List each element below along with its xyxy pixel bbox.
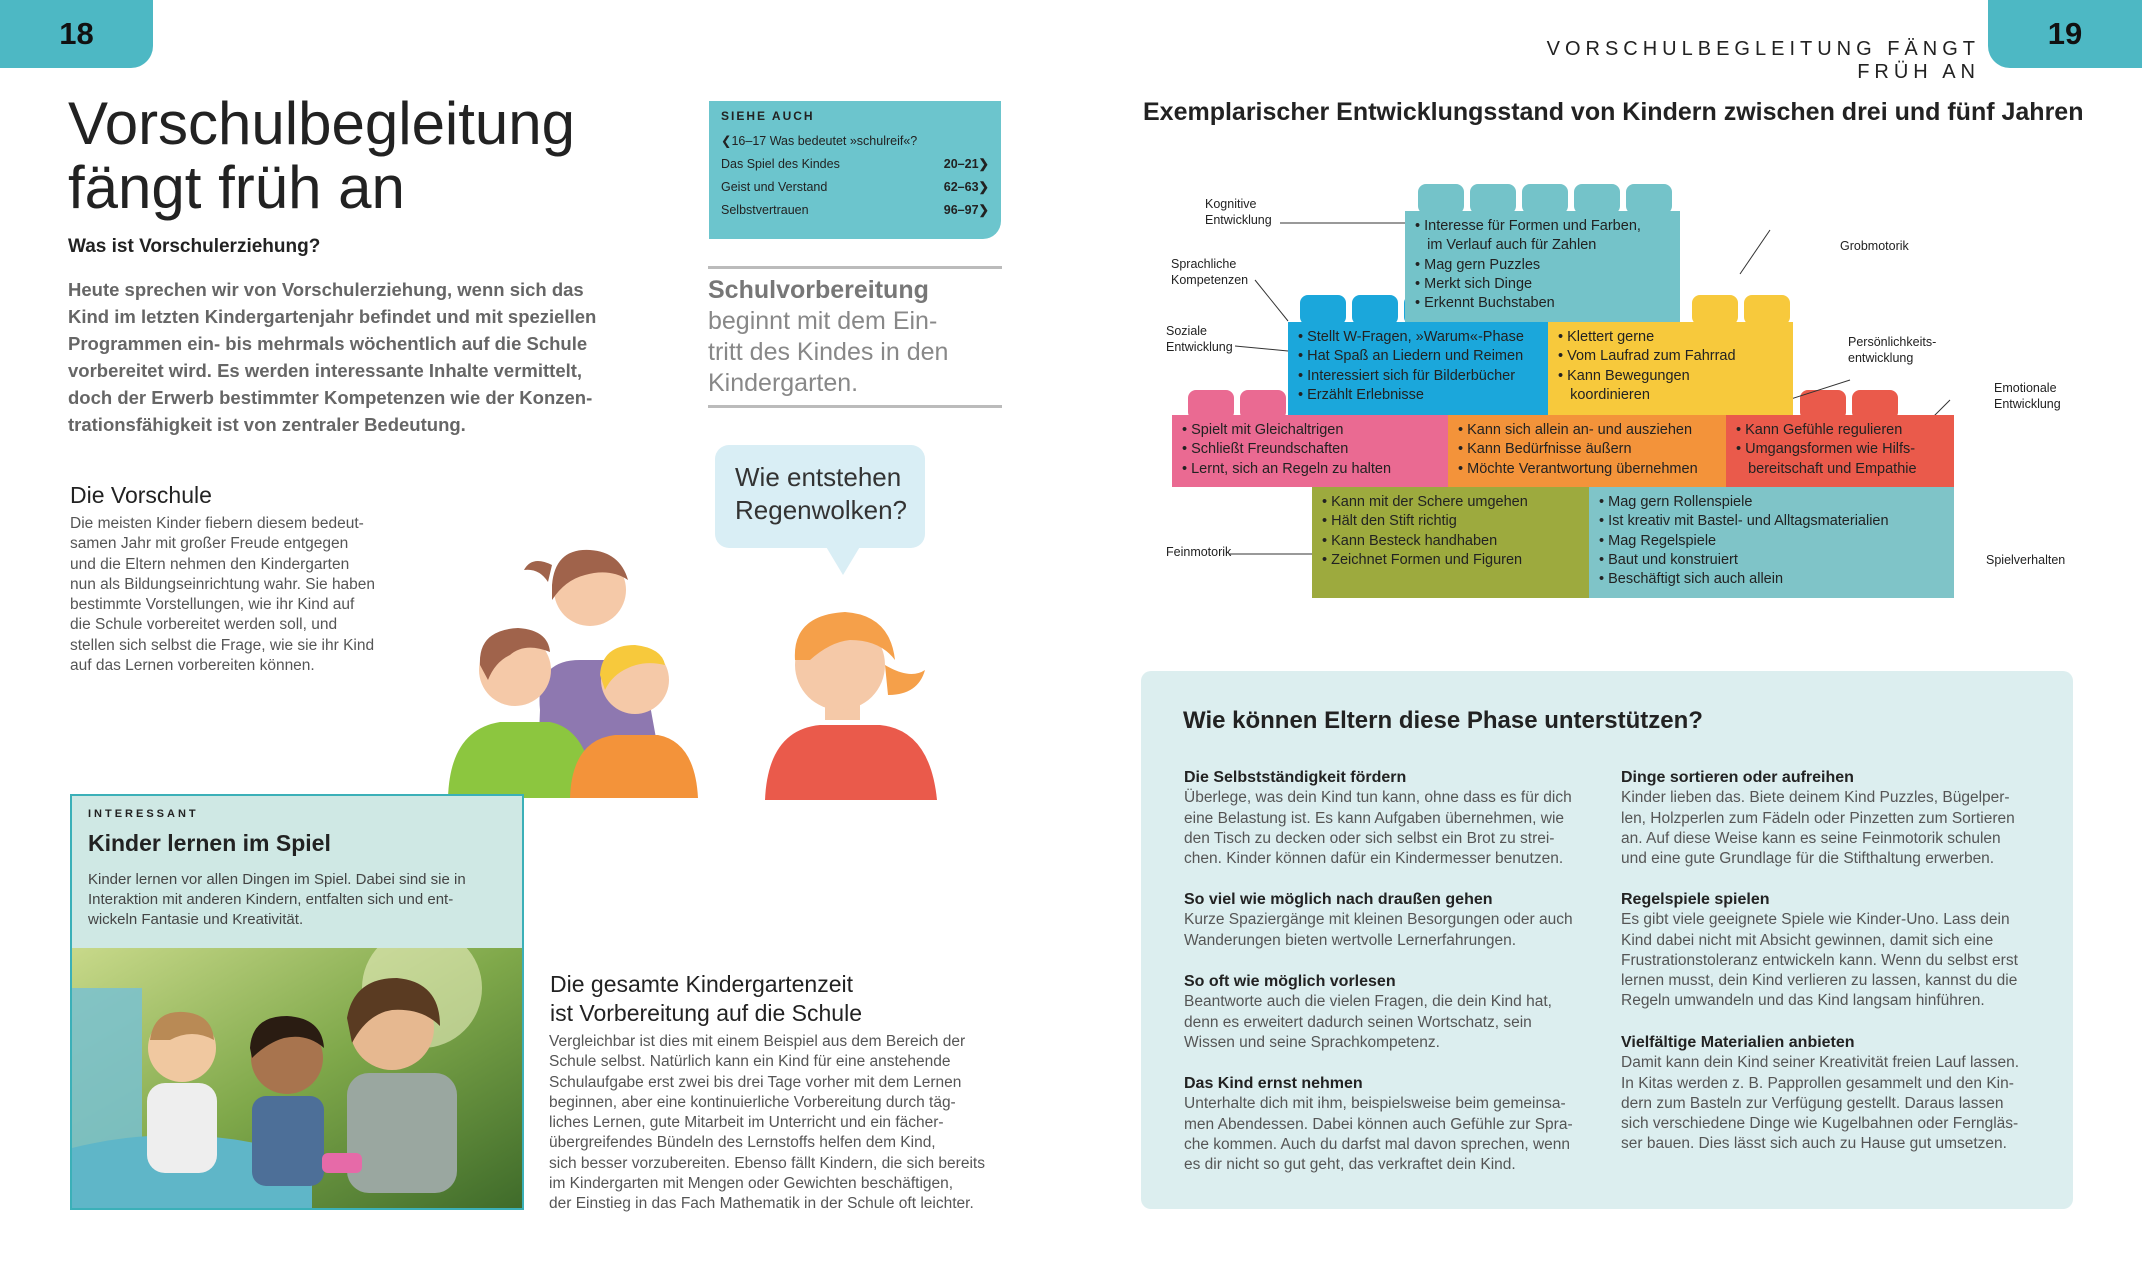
text-line: im Kindergarten mit Mengen oder Gewichten beschäftigen, [549, 1175, 954, 1193]
chart-title: Exemplarischer Entwicklungsstand von Kindern zwischen drei und fünf Jahren [1143, 98, 2084, 126]
block-item: • Lernt, sich an Regeln zu halten [1182, 460, 1438, 479]
vorschule-heading: Die Vorschule [70, 482, 212, 508]
text-line: Die meisten Kinder fiebern diesem bedeut- [70, 515, 364, 532]
kindergartenzeit-text [549, 1032, 1009, 1215]
text-line: wickeln Fantasie und Kreativität. [88, 911, 304, 928]
page-title: Vorschulbegleitung fängt früh an [68, 90, 576, 221]
text-line: Es gibt viele geeignete Spiele wie Kinder-Uno. Lass dein [1621, 911, 2010, 929]
interessant-text [88, 870, 508, 930]
support-item: Die Selbstständigkeit fördern Überlege, was dein Kind tun kann, ohne dass es für dich eine Belastung ist. Es kann Aufgaben übernehmen, wie den Tisch zu decken oder sich selbst ein Brot zu strei- chen. Kinder können dafür ein Kindermesser benutzen. [1184, 768, 1594, 869]
children-photo [72, 948, 522, 1208]
text-line: chen. Kinder können dafür ein Kindermesser benutzen. [1184, 850, 1564, 868]
text-line: Überlege, was dein Kind tun kann, ohne dass es für dich [1184, 789, 1572, 807]
block-item: • Kann Besteck handhaben [1322, 532, 1579, 551]
see-also-box [709, 101, 1001, 239]
text-line: übergreifendes Bündeln des Lernstoffs helfen dem Kind, [549, 1134, 936, 1152]
support-title: Wie können Eltern diese Phase unterstützen? [1183, 707, 1703, 734]
text-line: Soziale [1166, 324, 1207, 338]
text-line: nun als Bildungseinrichtung wahr. Sie haben [70, 575, 376, 593]
block-item: • Hält den Stift richtig [1322, 512, 1579, 531]
see-also-title: SIEHE AUCH [721, 109, 815, 123]
support-box [1141, 671, 2073, 1209]
block-item: • Umgangsformen wie Hilfs- [1736, 440, 1944, 459]
brick-feinmotorik [1312, 487, 1589, 598]
text-line: Wissen und seine Sprachkompetenz. [1184, 1033, 1440, 1051]
text-line: Wanderungen bieten wertvolle Lernerfahrungen. [1184, 931, 1517, 949]
block-item: • Interessiert sich für Bilderbücher [1298, 367, 1538, 386]
text-line: Programmen ein- bis mehrmals wöchentlich auf die Schule [68, 333, 588, 354]
block-item: • Vom Laufrad zum Fahrrad [1558, 347, 1783, 366]
block-item: koordinieren [1570, 386, 1650, 403]
block-item: • Baut und konstruiert [1599, 551, 1944, 570]
text-line: beginnt mit dem Ein- [708, 307, 938, 335]
text-line: Entwicklung [1166, 340, 1233, 354]
text-line: doch der Erwerb bestimmter Kompetenzen wie der Konzen- [68, 387, 593, 408]
text-line: ist Vorbereitung auf die Schule [550, 1000, 862, 1026]
text-line: auf das Lernen vorbereiten können. [70, 657, 315, 675]
text-line: den Tisch zu decken oder sich selbst ein Brot zu strei- [1184, 829, 1555, 847]
running-head: VORSCHULBEGLEITUNG FÄNGT FRÜH AN [1546, 38, 1980, 83]
teal-studs [1418, 184, 1672, 214]
block-item: • Möchte Verantwortung übernehmen [1458, 460, 1716, 479]
text-line: Heute sprechen wir von Vorschulerziehung, wenn sich das [68, 279, 584, 300]
text-line: Regenwolken? [735, 495, 908, 525]
text-line: Sprachliche [1171, 257, 1237, 271]
brick-emotional [1726, 415, 1954, 487]
block-item: • Erkennt Buchstaben [1415, 294, 1670, 313]
children-photo-drawing [72, 948, 522, 1208]
support-item: Vielfältige Materialien anbieten Damit kann dein Kind seiner Kreativität freien Lauf lassen. In Kitas werden z. B. Papprollen gesammelt und den Kin- dern zum Basteln zur Verfügung gestellt. Daraus lassen sich verschiedene Dinge wie Kugelbahnen oder Ferngläs- ser bauen. Dies lässt sich auch zu Hause gut umsetzen. [1621, 1033, 2031, 1155]
block-item: • Schließt Freundschaften [1182, 440, 1438, 459]
block-item: • Beschäftigt sich auch allein [1599, 570, 1944, 589]
text-line: ser bauen. Dies lässt sich auch zu Hause gut umsetzen. [1621, 1135, 2007, 1153]
text-line: liches Lernen, gute Mitarbeit im Unterricht und ein fächer- [549, 1114, 944, 1132]
text-line: Schule selbst. Natürlich kann ein Kind für eine anstehende [549, 1053, 951, 1071]
text-line: men Abendessen. Dabei können auch Gefühle zur Spra- [1184, 1115, 1573, 1133]
text-line: bestimmte Vorstellungen, wie ihr Kind auf [70, 596, 355, 614]
see-also-row[interactable]: Das Spiel des Kindes 20–21❯ [721, 156, 989, 171]
text-line: Kindergarten. [708, 369, 859, 397]
brick-sozial [1172, 415, 1448, 487]
block-item: bereitschaft und Empathie [1748, 460, 1917, 477]
text-line: In Kitas werden z. B. Papprollen gesammelt und den Kin- [1621, 1074, 2014, 1092]
text-line: denn es erweitert dadurch seinen Wortschatz, sein [1184, 1013, 1532, 1031]
interessant-title: Kinder lernen im Spiel [88, 830, 331, 856]
text-line: Entwicklung [1205, 213, 1272, 227]
text-line: Entwicklung [1994, 397, 2061, 411]
pull-quote: Schulvorbereitung beginnt mit dem Ein- tritt des Kindes in den Kindergarten. [708, 266, 1002, 408]
block-item: • Zeichnet Formen und Figuren [1322, 551, 1579, 570]
block-item: im Verlauf auch für Zahlen [1427, 237, 1597, 254]
interessant-label: INTERESSANT [88, 808, 199, 820]
block-item: • Klettert gerne [1558, 328, 1783, 347]
text-line: der Einstieg in das Fach Mathematik in der Schule oft leichter. [549, 1195, 974, 1213]
see-also-row[interactable]: Selbstvertrauen 96–97❯ [721, 202, 989, 217]
text-line: beginnen, aber eine kontinuierliche Vorbereitung durch täg- [549, 1093, 956, 1111]
block-item: • Kann Bedürfnisse äußern [1458, 440, 1716, 459]
label-spielverhalten [1986, 552, 2065, 568]
support-item: So oft wie möglich vorlesen Beantworte auch die vielen Fragen, die dein Kind hat, denn es erweitert dadurch seinen Wortschatz, sein Wissen und seine Sprachkompetenz. [1184, 972, 1594, 1053]
support-item: Dinge sortieren oder aufreihen Kinder lieben das. Biete deinem Kind Puzzles, Bügelper- len, Holzperlen zum Fädeln oder Pinzetten zum Sortieren an. Auf diese Weise kann es seine Feinmotorik schulen und eine gute Grundlage für die Stifthaltung erwerben. [1621, 768, 2031, 869]
text-line: Kinder lieben das. Biete deinem Kind Puzzles, Bügelper- [1621, 789, 2010, 807]
text-line: es dir nicht so gut geht, das verkraftet dein Kind. [1184, 1156, 1516, 1174]
block-item: • Ist kreativ mit Bastel- und Alltagsmaterialien [1599, 512, 1944, 531]
lead-paragraph [68, 276, 628, 438]
block-item: • Kann sich allein an- und ausziehen [1458, 421, 1716, 440]
text-line: Damit kann dein Kind seiner Kreativität freien Lauf lassen. [1621, 1054, 2020, 1072]
text-line: Kind dabei nicht mit Absicht gewinnen, damit sich eine [1621, 931, 1994, 949]
label-grobmotorik [1840, 238, 1909, 254]
text-line: Wie entstehen [735, 462, 902, 492]
block-item: • Interesse für Formen und Farben, [1415, 217, 1670, 236]
page-number-right: 19 [1988, 0, 2142, 68]
text-line: Frustrationstoleranz entwickeln kann. Wenn du selbst erst [1621, 951, 2018, 969]
text-line: Kognitive [1205, 197, 1257, 211]
text-line: Regeln umwandeln und das Kind langsam hinführen. [1621, 992, 1985, 1010]
page-number-left: 18 [0, 0, 153, 68]
label-feinmotorik [1166, 544, 1231, 560]
support-item: Das Kind ernst nehmen Unterhalte dich mit ihm, beispielsweise beim gemeinsa- men Abendessen. Dabei können auch Gefühle zur Spra- che kommen. Auch du darfst mal davon sprechen, wenn es dir nicht so gut geht, das verkraftet dein Kind. [1184, 1074, 1594, 1175]
text-line: Emotionale [1994, 381, 2057, 395]
label-kognitiv [1205, 196, 1272, 228]
interessant-box [70, 794, 524, 1210]
text-line: samen Jahr mit großer Freude entgegen [70, 535, 349, 553]
text-line: sich besser vorzubereiten. Ebenso fällt Kindern, die sich bereits [549, 1154, 985, 1172]
block-item: • Kann Gefühle regulieren [1736, 421, 1944, 440]
text-line: Beantworte auch die vielen Fragen, die dein Kind hat, [1184, 993, 1552, 1011]
label-persoenlichkeit [1848, 334, 1936, 366]
text-line: eine Belastung ist. Es kann Aufgaben übernehmen, wie [1184, 809, 1565, 827]
text-line: Die gesamte Kindergartenzeit [550, 971, 853, 997]
brick-grobmotorik [1548, 322, 1793, 415]
text-line: Kompetenzen [1171, 273, 1249, 287]
adult-red-shirt [765, 725, 937, 800]
text-line: Spielverhalten [1986, 553, 2066, 567]
brick-spielverhalten [1589, 487, 1954, 598]
block-item: • Spielt mit Gleichaltrigen [1182, 421, 1438, 440]
text-line: lernen musst, dein Kind verlieren zu lassen, kannst du die [1621, 972, 2018, 990]
text-line: die Schule vorbereitet werden soll, und [70, 616, 338, 634]
brick-kognitiv [1405, 211, 1680, 322]
text-line: Unterhalte dich mit ihm, beispielsweise beim gemeinsa- [1184, 1095, 1566, 1113]
text-line: Persönlichkeits- [1848, 335, 1937, 349]
text-line: und eine gute Grundlage für die Stifthaltung erwerben. [1621, 850, 1995, 868]
support-item: So viel wie möglich nach draußen gehen Kurze Spaziergänge mit kleinen Besorgungen oder auch Wanderungen bieten wertvolle Lernerfahrungen. [1184, 890, 1594, 951]
vorschule-text [70, 514, 410, 676]
text-line: und die Eltern nehmen den Kindergarten [70, 555, 350, 573]
text-line: Kind im letzten Kindergartenjahr befindet und mit speziellen [68, 306, 597, 327]
text-line: Schulaufgabe erst zwei bis drei Tage vorher mit dem Lernen [549, 1073, 962, 1091]
text-line: Vergleichbar ist dies mit einem Beispiel aus dem Bereich der [549, 1033, 966, 1050]
kindergartenzeit-heading [550, 970, 862, 1028]
block-item: • Mag gern Rollenspiele [1599, 493, 1944, 512]
block-item: • Stellt W-Fragen, »Warum«-Phase [1298, 328, 1538, 347]
text-line: entwicklung [1848, 351, 1914, 365]
label-sprache [1171, 256, 1248, 288]
text-line: tritt des Kindes in den [708, 338, 949, 366]
brick-sprache [1288, 322, 1548, 415]
text-line: sich verschiedene Dinge wie Kugelbahnen oder Ferngläs- [1621, 1115, 2019, 1133]
block-item: • Kann mit der Schere umgehen [1322, 493, 1579, 512]
yellow-studs [1692, 295, 1790, 325]
block-item: • Erzählt Erlebnisse [1298, 386, 1538, 405]
text-line: vorbereitet wird. Es werden interessante Inhalte vermittelt, [68, 360, 583, 381]
text-line: trationsfähigkeit ist von zentraler Bedeutung. [68, 414, 466, 435]
text-line: Kinder lernen vor allen Dingen im Spiel. Dabei sind sie in [88, 871, 466, 888]
text-line: dern zum Basteln zur Verfügung gestellt. Daraus lassen [1621, 1094, 2004, 1112]
label-sozial [1166, 323, 1233, 355]
see-also-row[interactable]: Geist und Verstand 62–63❯ [721, 179, 989, 194]
support-item: Regelspiele spielen Es gibt viele geeignete Spiele wie Kinder-Uno. Lass dein Kind dabei nicht mit Absicht gewinnen, damit sich eine Frustrationstoleranz entwickeln kann. Wenn du selbst erst lernen musst, dein Kind verlieren zu lassen, kannst du die Regeln umwandeln und das Kind langsam hinführen. [1621, 890, 2031, 1012]
block-item: • Kann Bewegungen [1558, 367, 1783, 386]
text-line: an. Auf diese Weise kann es seine Feinmotorik schulen [1621, 829, 2001, 847]
children-illustration [440, 530, 980, 810]
text-line: Interaktion mit anderen Kindern, entfalten sich und ent- [88, 891, 454, 908]
text-line: len, Holzperlen zum Fädeln oder Pinzetten zum Sortieren [1621, 809, 2015, 827]
text-line: Grobmotorik [1840, 239, 1909, 253]
block-item: • Mag Regelspiele [1599, 532, 1944, 551]
label-emotional [1994, 380, 2061, 412]
block-item: • Mag gern Puzzles [1415, 256, 1670, 275]
block-item: • Hat Spaß an Liedern und Reimen [1298, 347, 1538, 366]
see-also-row[interactable]: ❮16–17 Was bedeutet »schulreif«? [721, 134, 918, 148]
lead-heading: Was ist Vorschulerziehung? [68, 236, 321, 257]
text-line: che kommen. Auch du darfst mal davon sprechen, wenn [1184, 1135, 1570, 1153]
text-line: stellen sich selbst die Frage, wie sie ihr Kind [70, 636, 375, 654]
block-item: • Merkt sich Dinge [1415, 275, 1670, 294]
text-line: Feinmotorik [1166, 545, 1232, 559]
text-line: Kurze Spaziergänge mit kleinen Besorgungen oder auch [1184, 911, 1573, 929]
brick-persoenlichkeit [1448, 415, 1726, 487]
